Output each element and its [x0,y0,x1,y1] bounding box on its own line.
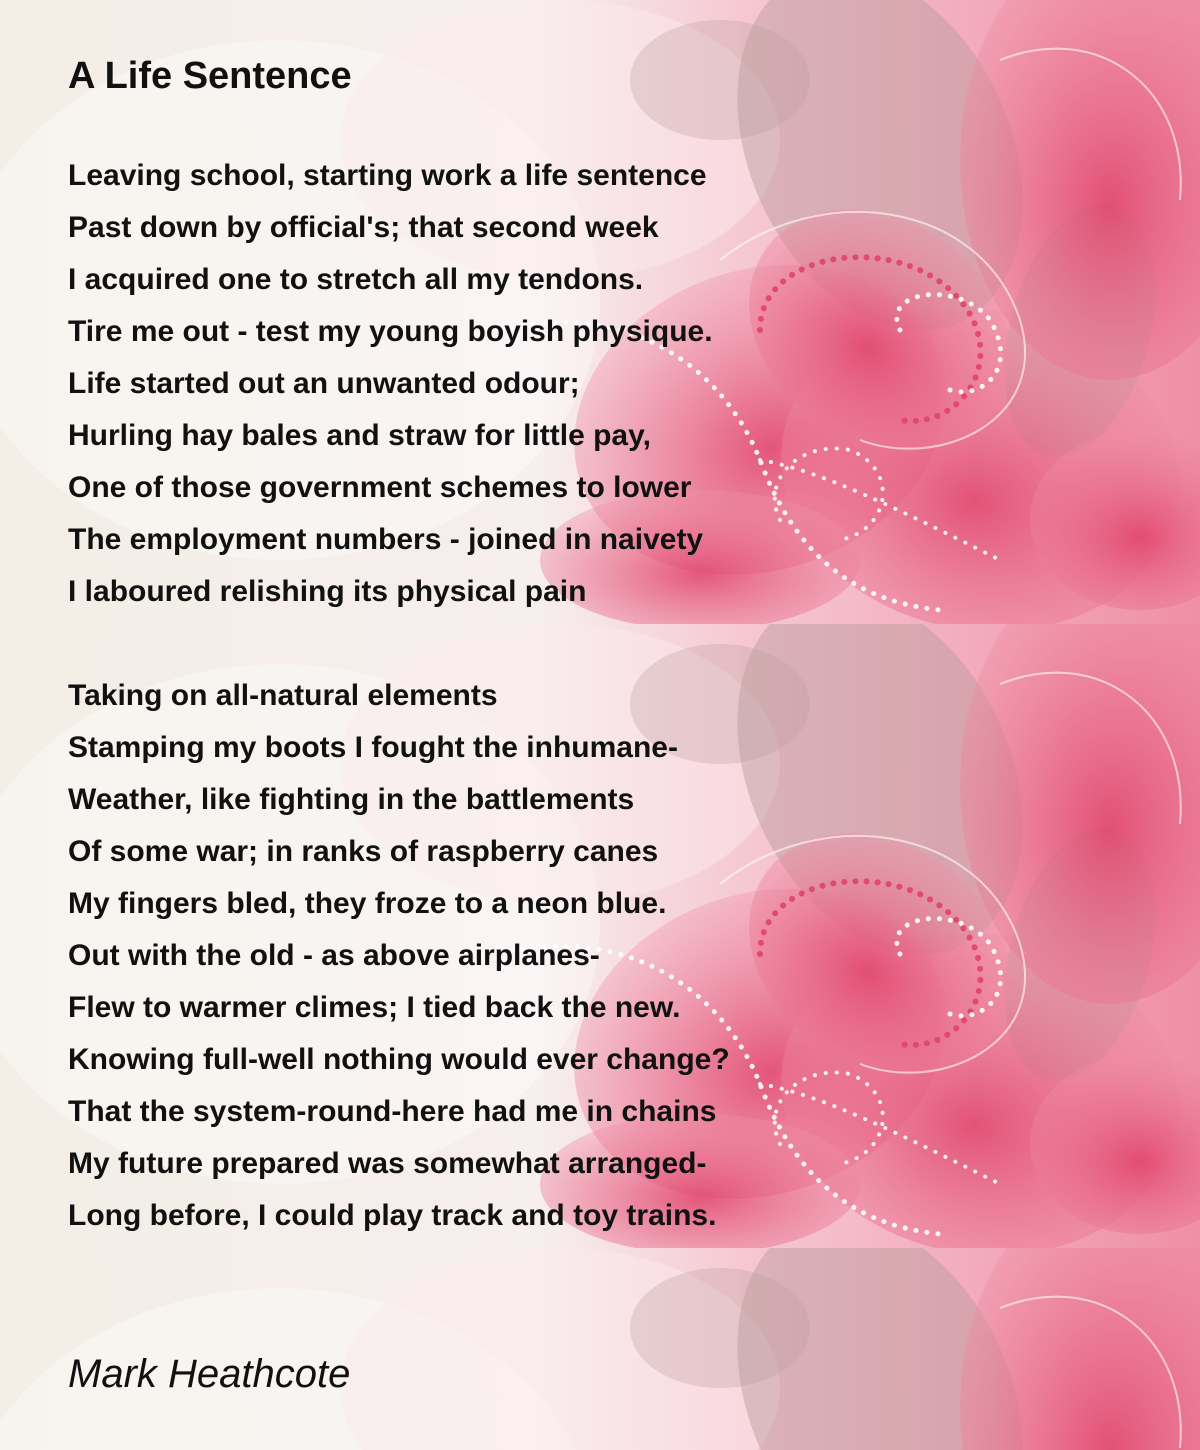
verse-line: Long before, I could play track and toy trains. [68,1199,717,1232]
verse-line: The employment numbers - joined in naivety [68,523,704,556]
verse-line: I acquired one to stretch all my tendons. [68,263,644,296]
verse-line: Past down by official's; that second week [68,211,659,244]
verse-line: Flew to warmer climes; I tied back the new. [68,991,681,1024]
stanza-2 [68,670,730,1242]
verse-line: I laboured relishing its physical pain [68,575,587,608]
stanza-1 [68,150,713,618]
verse-line: Out with the old - as above airplanes- [68,939,600,972]
verse-line: My future prepared was somewhat arranged- [68,1147,707,1180]
verse-line: My fingers bled, they froze to a neon blue. [68,887,667,920]
verse-line: Knowing full-well nothing would ever change? [68,1043,730,1076]
verse-line: Hurling hay bales and straw for little pay, [68,419,651,452]
verse-line: Tire me out - test my young boyish physique. [68,315,713,348]
verse-line: Stamping my boots I fought the inhumane- [68,731,678,764]
verse-line: Weather, like fighting in the battlements [68,783,635,816]
verse-line: Taking on all-natural elements [68,679,498,712]
verse-line: Leaving school, starting work a life sentence [68,159,707,192]
verse-line: Life started out an unwanted odour; [68,367,580,400]
floral-background-art [0,1248,1200,1450]
verse-line: Of some war; in ranks of raspberry canes [68,835,659,868]
poem-title: A Life Sentence [68,55,352,97]
verse-line: That the system-round-here had me in chains [68,1095,717,1128]
verse-line: One of those government schemes to lower [68,471,692,504]
background-band [0,1248,1200,1450]
poem-author: Mark Heathcote [68,1352,351,1396]
